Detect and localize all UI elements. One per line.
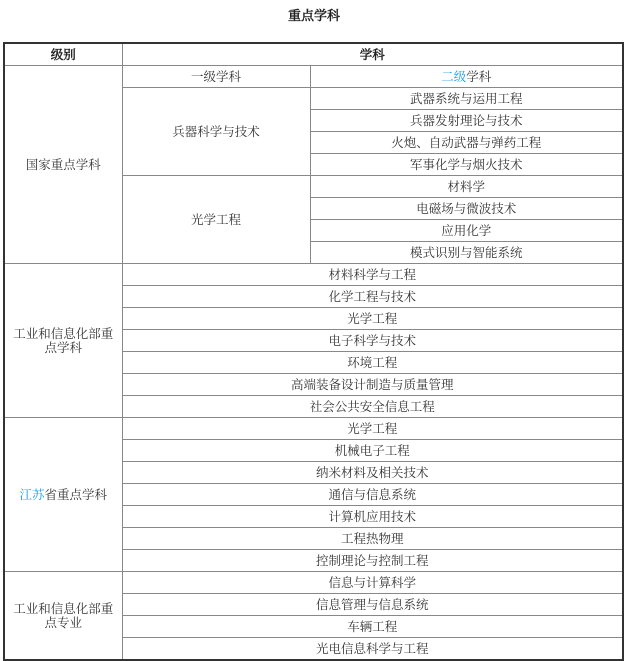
subject-cell: 通信与信息系统	[122, 484, 623, 506]
first-level-subject: 兵器科学与技术	[122, 88, 310, 176]
subject-cell: 材料科学与工程	[122, 264, 623, 286]
subject-cell: 控制理论与控制工程	[122, 550, 623, 572]
header-subject: 学科	[122, 43, 623, 66]
second-level-subject: 兵器发射理论与技术	[310, 110, 623, 132]
subject-cell: 信息与计算科学	[122, 572, 623, 594]
subject-cell: 光学工程	[122, 308, 623, 330]
subject-cell: 计算机应用技术	[122, 506, 623, 528]
subject-cell: 环境工程	[122, 352, 623, 374]
subject-cell: 电子科学与技术	[122, 330, 623, 352]
header-level: 级别	[4, 43, 122, 66]
level-miit-key: 工业和信息化部重点学科	[4, 264, 122, 418]
subject-cell: 社会公共安全信息工程	[122, 396, 623, 418]
jiangsu-label-text: 省重点学科	[44, 486, 108, 502]
subject-cell: 机械电子工程	[122, 440, 623, 462]
subject-cell: 工程热物理	[122, 528, 623, 550]
jiangsu-link[interactable]: 江苏	[19, 486, 45, 502]
second-level-subject: 火炮、自动武器与弹药工程	[310, 132, 623, 154]
page-title: 重点学科	[287, 9, 340, 24]
second-level-subject: 军事化学与烟火技术	[310, 154, 623, 176]
subject-cell: 化学工程与技术	[122, 286, 623, 308]
first-level-header: 一级学科	[122, 66, 310, 88]
second-level-text: 学科	[466, 68, 492, 84]
second-level-link[interactable]: 二级	[441, 68, 467, 84]
subject-cell: 光电信息科学与工程	[122, 638, 623, 661]
second-level-subject: 材料学	[310, 176, 623, 198]
table-row	[4, 572, 623, 594]
subject-cell: 纳米材料及相关技术	[122, 462, 623, 484]
level-miit-major: 工业和信息化部重点专业	[4, 572, 122, 661]
subject-cell: 车辆工程	[122, 616, 623, 638]
level-jiangsu	[4, 418, 122, 572]
subject-cell: 信息管理与信息系统	[122, 594, 623, 616]
table-row	[4, 264, 623, 286]
second-level-subject: 武器系统与运用工程	[310, 88, 623, 110]
first-level-subject: 光学工程	[122, 176, 310, 264]
key-subjects-table	[3, 42, 624, 661]
second-level-subject: 应用化学	[310, 220, 623, 242]
second-level-subject: 电磁场与微波技术	[310, 198, 623, 220]
table-header-row	[4, 43, 623, 66]
table-row	[4, 66, 623, 88]
table-row	[4, 418, 623, 440]
second-level-subject: 模式识别与智能系统	[310, 242, 623, 264]
subject-cell: 光学工程	[122, 418, 623, 440]
level-national: 国家重点学科	[4, 66, 122, 264]
second-level-header	[310, 66, 623, 88]
subject-cell: 高端装备设计制造与质量管理	[122, 374, 623, 396]
